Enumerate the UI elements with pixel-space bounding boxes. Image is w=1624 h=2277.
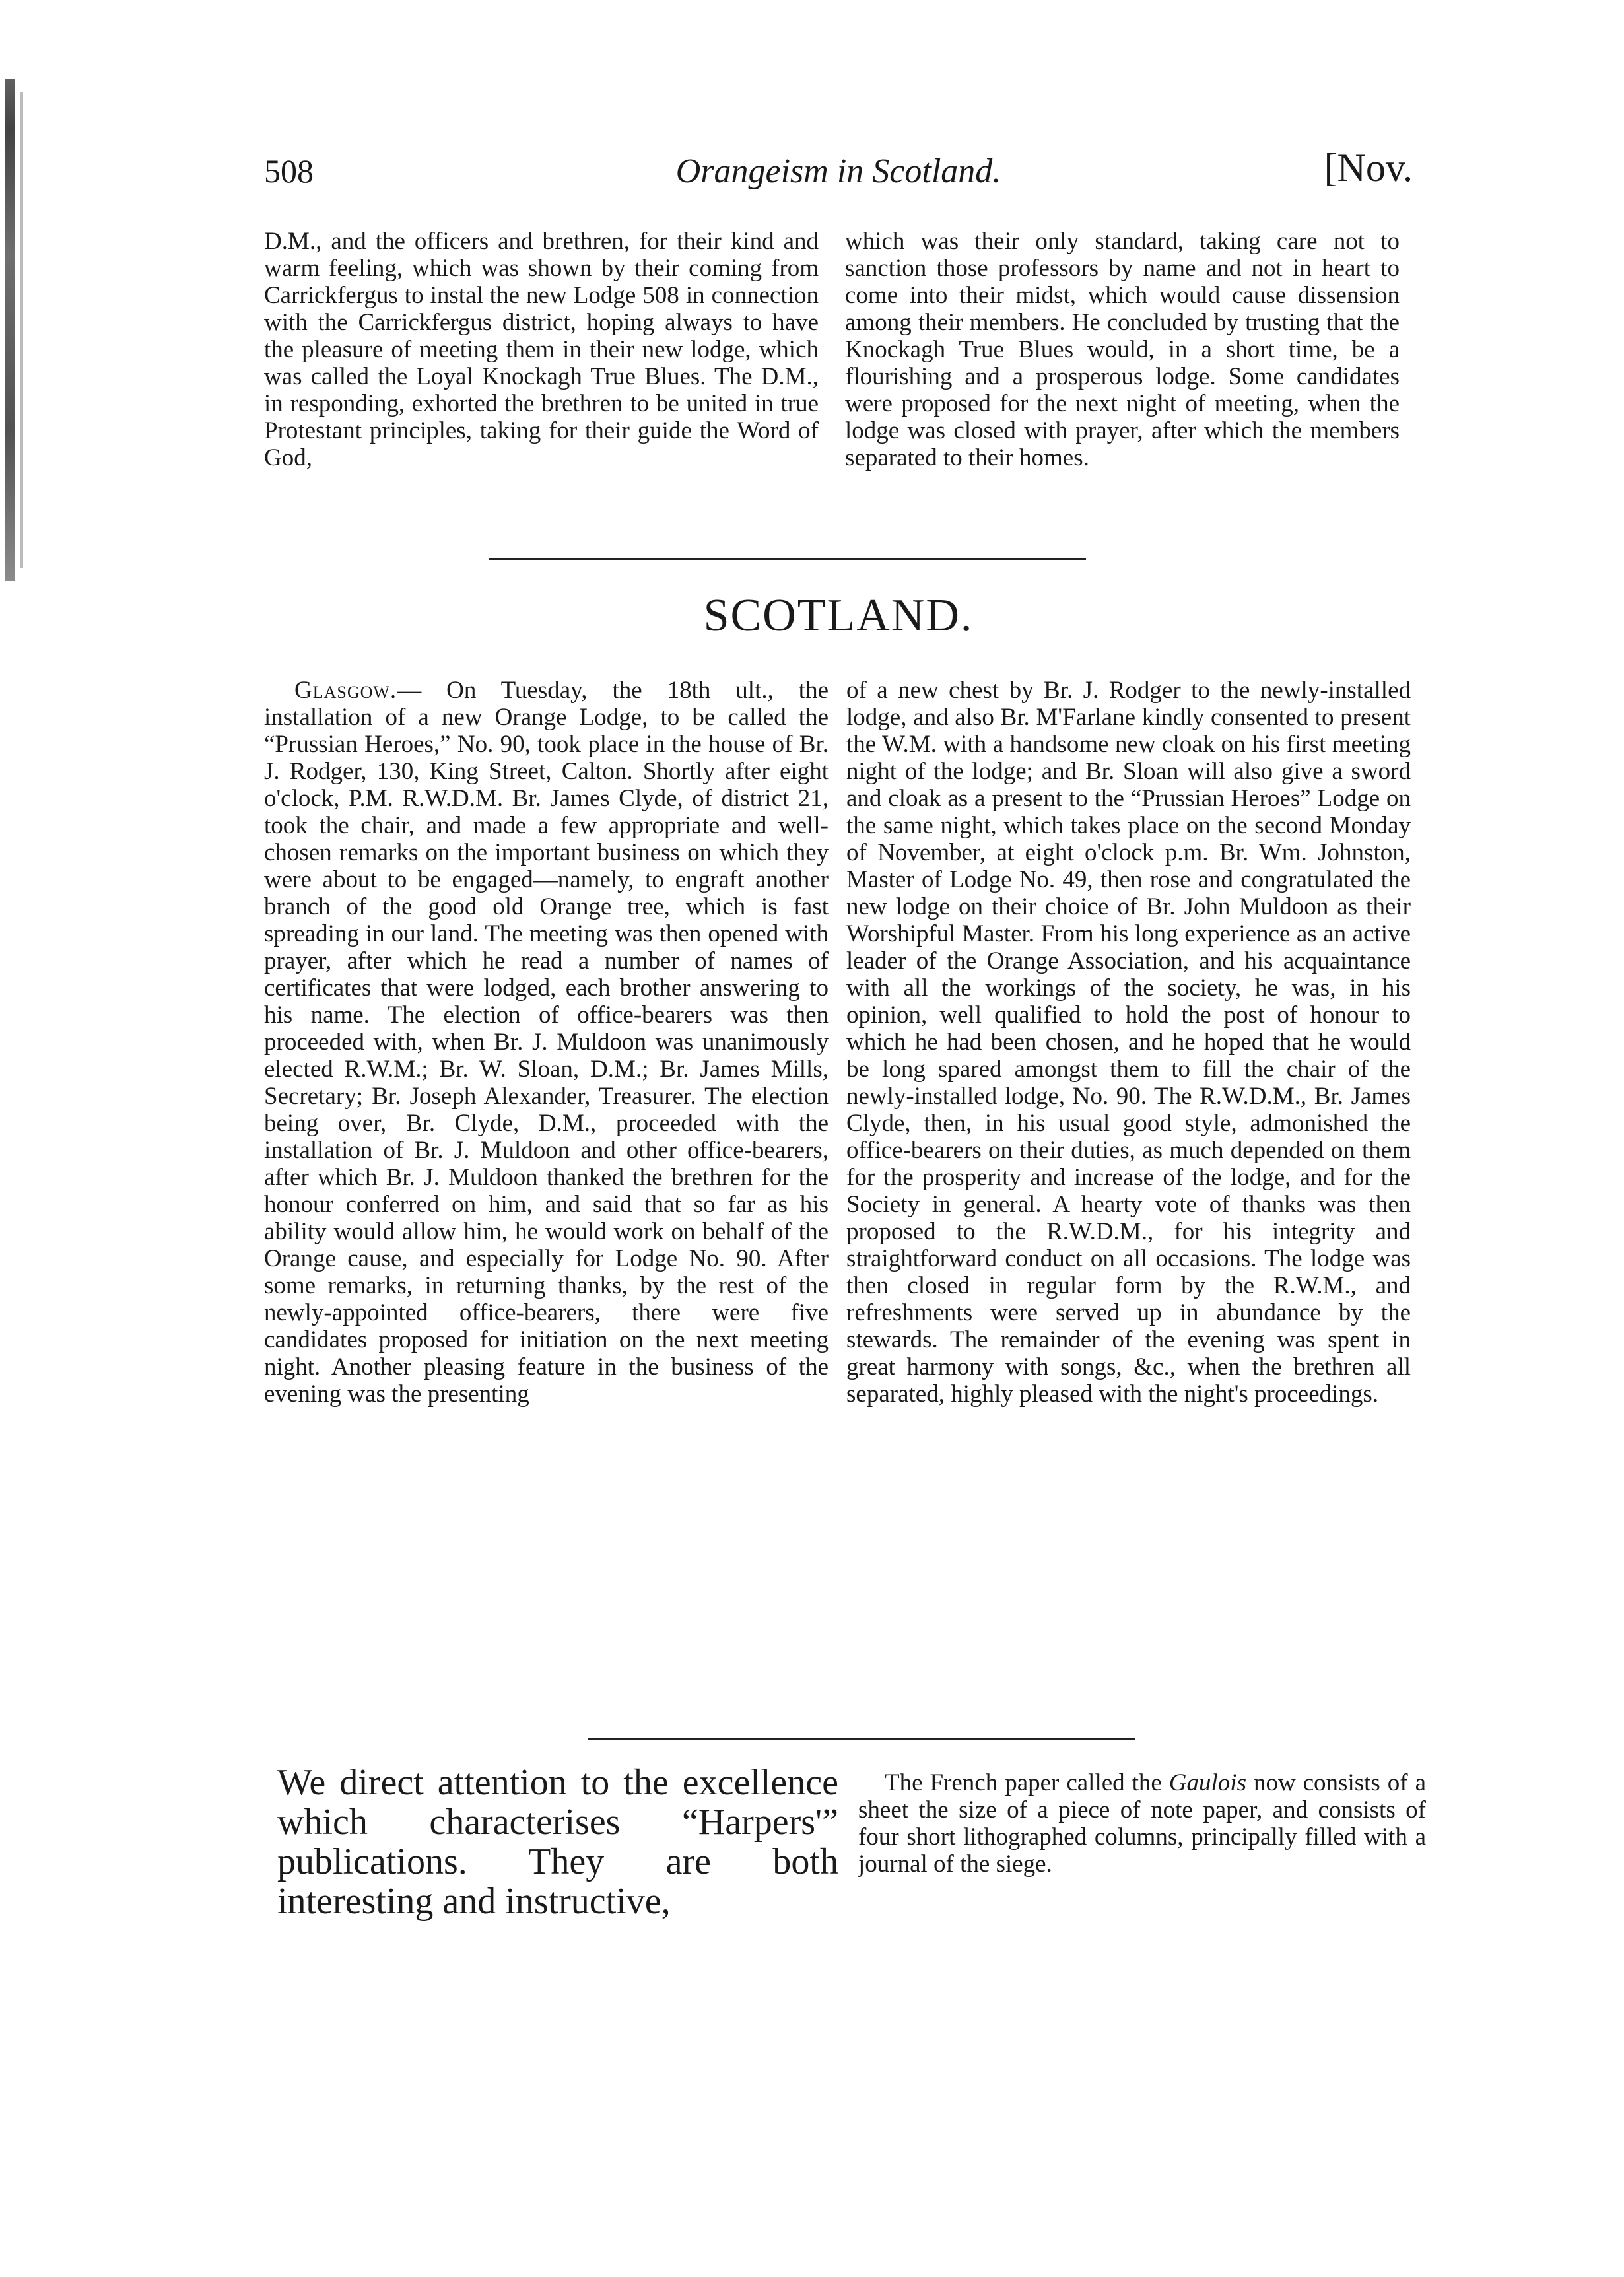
- section-divider-rule: [489, 558, 1086, 560]
- scotland-right-column: [846, 677, 1411, 1408]
- dateline: Glasgow.: [294, 677, 397, 704]
- scotland-left-text: — On Tuesday, the 18th ult., the installation of a new Orange Lodge, to be called the “Prussian Heroes,” No. 90, took place in the house of Br. J. Rodger, 130, King Street, Calton. Shortly after eight o'clock, P.M. R.W.D.M. Br. James Clyde, of district 21, took the chair, and made a few appropriate and well-chosen remarks on the important business on which they were about to be engaged—namely, to engraft another branch of the good old Orange tree, which is fast spreading in our land. The meeting was then opened with prayer, after which he read a number of names of certificates that were lodged, each brother answering to his name. The election of office-bearers was then proceeded with, when Br. J. Muldoon was unanimously elected R.W.M.; Br. W. Sloan, D.M.; Br. James Mills, Secretary; Br. Joseph Alexander, Treasurer. The election being over, Br. Clyde, D.M., proceeded with the installation of Br. J. Muldoon and other office-bearers, after which Br. J. Muldoon thanked the brethren for the honour conferred on him, and said that so far as his ability would allow him, he would work on behalf of the Orange cause, and especially for Lodge No. 90. After some remarks, in returning thanks, by the rest of the newly-appointed office-bearers, there were five candidates proposed for initiation on the next meeting night. Another pleasing feature in the business of the evening was the presenting: [264, 677, 829, 1408]
- scotland-left-paragraph: [264, 677, 829, 1408]
- top-right-column: [845, 228, 1400, 471]
- gaulois-text-start: The French paper called the: [885, 1769, 1169, 1796]
- top-left-column: [264, 228, 819, 471]
- running-title: Orangeism in Scotland.: [675, 153, 1001, 190]
- top-left-paragraph: D.M., and the officers and brethren, for their kind and warm feeling, which was shown by their coming from Carrickfergus to instal the new Lodge 508 in connection with the Carrickfergus district, hoping always to have the pleasure of meeting them in their new lodge, which was called the Loyal Knockagh True Blues. The D.M., in responding, exhorted the brethren to be united in true Protestant principles, taking for their guide the Word of God,: [264, 228, 819, 471]
- gaulois-notice: [858, 1769, 1426, 1878]
- section-title: SCOTLAND.: [703, 590, 974, 641]
- harpers-notice-text: We direct attention to the excellence which characterises “Harpers'” publications. They are both interesting and instructive,: [277, 1763, 838, 1921]
- scan-edge-mark: [5, 79, 15, 581]
- notices-divider-rule: [588, 1738, 1135, 1740]
- page-number: 508: [264, 153, 314, 189]
- running-month: [Nov.: [1324, 146, 1413, 189]
- gaulois-paper-name: Gaulois: [1168, 1769, 1246, 1796]
- gaulois-notice-paragraph: [858, 1769, 1426, 1878]
- running-head: [264, 146, 1413, 205]
- harpers-notice: [277, 1763, 838, 1921]
- top-right-paragraph: which was their only standard, taking care not to sanction those professors by name and not in heart to come into their midst, which would cause dissension among their members. He concluded by trusting that the Knockagh True Blues would, in a short time, be a flourishing and a prosperous lodge. Some candidates were proposed for the next night of meeting, when the lodge was closed with prayer, after which the members separated to their homes.: [845, 228, 1400, 471]
- gaulois-text-end: now consists of a sheet the size of a piece of note paper, and consists of four short lithographed columns, principally filled with a journal of the siege.: [858, 1769, 1426, 1878]
- scan-edge-mark-secondary: [20, 92, 23, 568]
- scotland-right-paragraph: of a new chest by Br. J. Rodger to the newly-installed lodge, and also Br. M'Farlane kindly consented to present the W.M. with a handsome new cloak on his first meeting night of the lodge; and Br. Sloan will also give a sword and cloak as a present to the “Prussian Heroes” Lodge on the same night, which takes place on the second Monday of November, at eight o'clock p.m. Br. Wm. Johnston, Master of Lodge No. 49, then rose and congratulated the new lodge on their choice of Br. John Muldoon as their Worshipful Master. From his long experience as an active leader of the Orange Association, and his acquaintance with all the workings of the society, he was, in his opinion, well qualified to hold the post of honour to which he had been chosen, and he hoped that he would be long spared amongst them to fill the chair of the newly-installed lodge, No. 90. The R.W.D.M., Br. James Clyde, then, in his usual good style, admonished the office-bearers on their duties, as much depended on them for the prosperity and increase of the lodge, and for the Society in general. A hearty vote of thanks was then proposed to the R.W.D.M., for his integrity and straightforward conduct on all occasions. The lodge was then closed in regular form by the R.W.M., and refreshments were served up in abundance by the stewards. The remainder of the evening was spent in great harmony with songs, &c., when the brethren all separated, highly pleased with the night's proceedings.: [846, 677, 1411, 1408]
- scotland-left-column: [264, 677, 829, 1408]
